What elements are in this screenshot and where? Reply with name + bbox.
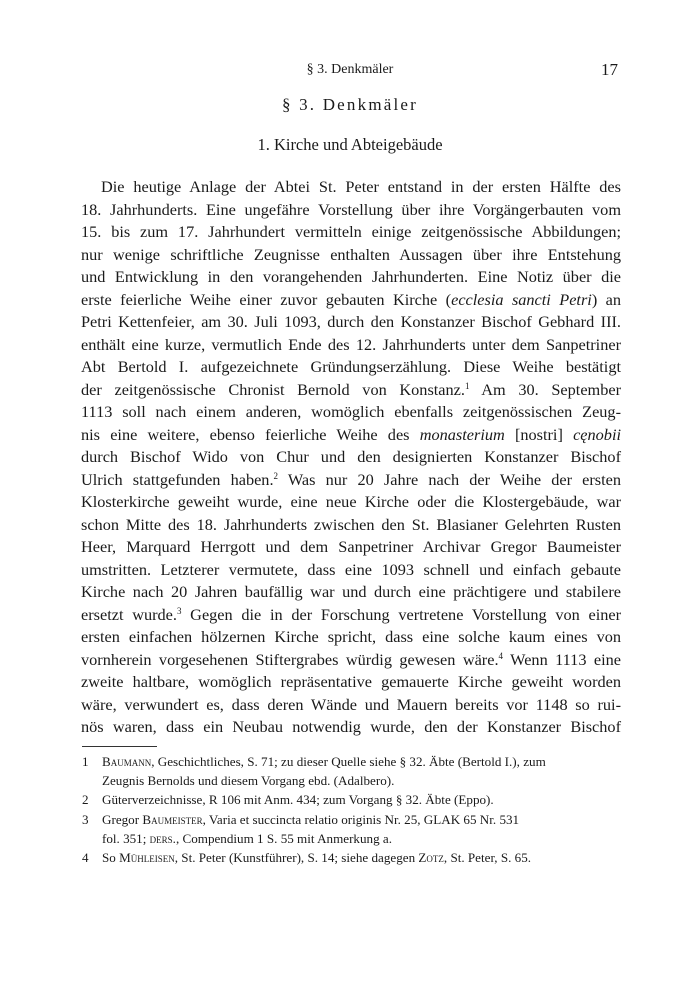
text-line: nur wenige schriftliche Zeugnisse enthalten Aussagen über ihre Entstehung xyxy=(81,244,621,264)
text-line: enthält eine kurze, vermutlich Ende des 12. Jahrhunderts unter dem Sanpetriner xyxy=(81,334,621,354)
text-line: Heer, Marquard Herrgott und dem Sanpetriner Archivar Gregor Baumeister xyxy=(81,537,621,556)
running-head xyxy=(0,60,700,82)
footnote-number: 3 xyxy=(82,811,89,827)
author-name: Baumann xyxy=(102,754,152,769)
text-line: 18. Jahrhunderts. Eine ungefähre Vorstellung über ihre Vorgängerbauten vom xyxy=(81,199,621,219)
footnote-ref[interactable]: 1 xyxy=(464,380,470,391)
footnote: 2 Güterverzeichnisse, R 106 mit Anm. 434; zum Vorgang § 32. Äbte (Eppo). xyxy=(82,790,622,809)
text-line: vornherein vorgesehenen Stiftergrabes würdig gewesen wäre.$^4$ Wenn 1113 eine xyxy=(81,649,621,669)
footnote-ref[interactable]: 2 xyxy=(273,470,279,481)
author-name: Zotz xyxy=(418,850,444,866)
footnote: 1 Baumann, Geschichtliches, S. 71; zu dieser Quelle siehe § 32. Äbte (Bertold I.), zum Zeugnis Bernolds und diesem Vorgang ebd. (Adalbero). xyxy=(82,754,546,789)
text-line: umstritten. Letzterer vermutete, dass eine 1093 schnell und einfach gebaute xyxy=(81,559,621,579)
text-line: der zeitgenössische Chronist Bernold von Konstanz.$^1$ Am 30. September xyxy=(81,379,621,399)
author-name: Mühleisen xyxy=(119,850,175,866)
subsection-heading: 1. Kirche und Abteigebäude xyxy=(257,135,443,154)
text-line: zweite haltbare, womöglich repräsentative gemauerte Kirche geweiht worden xyxy=(81,672,621,691)
footnote-ref[interactable]: 3 xyxy=(176,605,182,616)
latin-word: monasterium xyxy=(419,424,505,444)
footnote-divider xyxy=(82,746,157,747)
text-line: Ulrich stattgefunden haben.$^2$ Was nur 20 Jahre nach der Weihe der ersten xyxy=(81,469,622,489)
footnote-number: 2 xyxy=(82,792,89,808)
footnote-ref[interactable]: 4 xyxy=(498,650,504,661)
text-line: schon Mitte des 18. Jahrhunderts zwischen den St. Blasianer Gelehrten Rusten xyxy=(81,514,621,534)
text-line: wäre, verwundert es, dass deren Wände und Mauern bereits vor 1148 so rui- xyxy=(81,694,621,714)
text-line: 1113 soll nach einem anderen, womöglich ebenfalls zeitgenössischen Zeug- xyxy=(81,402,621,421)
text-line: Klosterkirche geweiht wurde, eine neue Kirche oder die Klostergebäude, war xyxy=(81,492,621,511)
footnote: 3 Gregor Baumeister, Varia et succincta relatio originis Nr. 25, GLAK 65 Nr. 531 fol. 351; ders., Compendium 1 S. 55 mit Anmerkung a. xyxy=(82,811,520,846)
author-name: Baumeister xyxy=(142,811,203,827)
text-line: nös waren, dass ein Neubau notwendig wurde, den der Konstanzer Bischof xyxy=(81,717,621,736)
page-number: 17 xyxy=(601,60,618,79)
section-heading: § 3. Denkmäler xyxy=(281,95,419,114)
text-line: Die heutige Anlage der Abtei St. Peter entstand in der ersten Hälfte des xyxy=(101,177,621,196)
latin-word: cęnobii xyxy=(573,424,621,444)
text-line: 15. bis zum 17. Jahrhundert vermitteln einige zeitgenössische Abbildungen; xyxy=(81,222,621,241)
body-paragraph xyxy=(81,176,621,739)
text-line: ersetzt wurde.$^3$ Gegen die in der Forschung vertretene Vorstellung von einer xyxy=(81,604,622,624)
footnote-number: 1 xyxy=(82,754,89,769)
footnotes xyxy=(82,752,622,867)
text-line: Kirche nach 20 Jahren baufällig war und durch eine prächtigere und stabilere xyxy=(81,582,621,601)
text-line: nis eine weitere, ebenso feierliche Weihe des monasterium [nostri] cęnobii xyxy=(81,424,621,444)
footnote-number: 4 xyxy=(82,850,89,866)
text-line: erste feierliche Weihe einer zuvor gebauten Kirche (ecclesia sancti Petri) an xyxy=(81,289,622,309)
text-line: durch Bischof Wido von Chur und den designierten Konstanzer Bischof xyxy=(81,447,621,466)
footnote: 4 So Mühleisen, St. Peter (Kunstführer), S. 14; siehe dagegen Zotz, St. Peter, S. 65. xyxy=(82,848,622,867)
text-line: Abt Bertold I. aufgezeichnete Gründungserzählung. Diese Weihe bestätigt xyxy=(81,357,621,376)
text-line: Petri Kettenfeier, am 30. Juli 1093, durch den Konstanzer Bischof Gebhard III. xyxy=(81,312,621,331)
latin-phrase: ecclesia sancti Petri xyxy=(451,289,592,309)
running-head-title: § 3. Denkmäler xyxy=(306,62,394,77)
text-line: ersten einfachen hölzernen Kirche spricht, dass eine solche kaum eines von xyxy=(81,627,621,646)
text-line: und Entwicklung in den vorangehenden Jahrhunderten. Eine Notiz über die xyxy=(81,267,621,286)
